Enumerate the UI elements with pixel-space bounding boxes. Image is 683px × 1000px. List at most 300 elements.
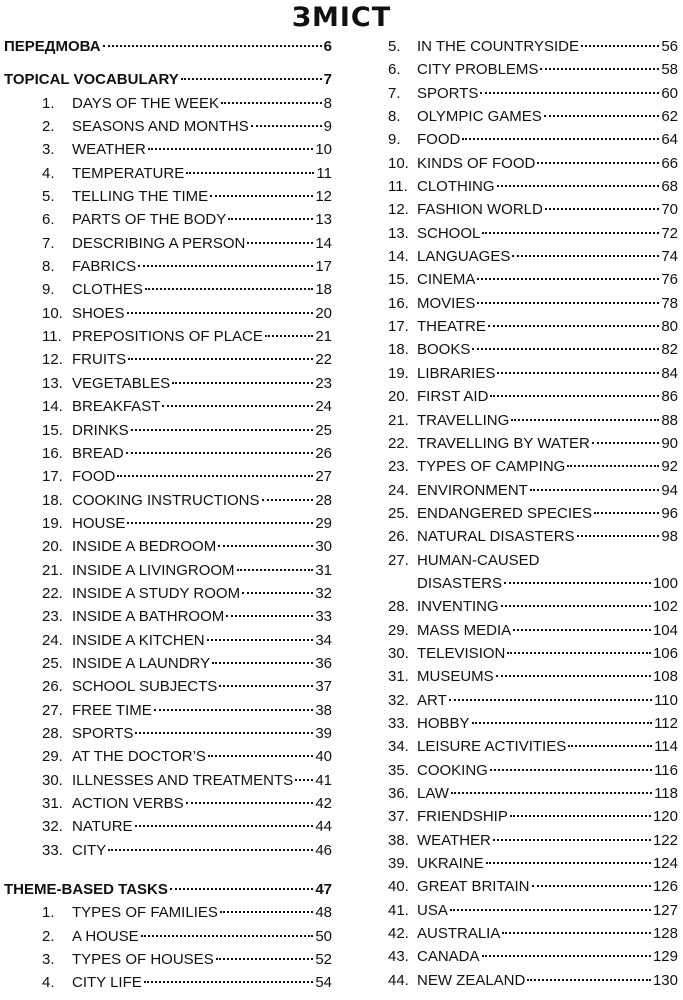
toc-label: CLOTHES <box>72 281 143 299</box>
toc-entry[interactable] <box>388 385 678 408</box>
toc-label: THEME-BASED TASKS <box>4 881 168 899</box>
toc-page: 28 <box>315 491 332 509</box>
toc-page: 72 <box>661 224 678 242</box>
toc-label: VEGETABLES <box>72 374 171 392</box>
toc-entry[interactable] <box>388 969 678 992</box>
toc-number: 40. <box>388 878 409 896</box>
toc-number: 36. <box>388 785 409 802</box>
leader-dots <box>504 582 651 584</box>
leader-dots <box>186 172 314 174</box>
toc-entry[interactable] <box>4 769 332 792</box>
toc-page: 26 <box>315 444 332 462</box>
toc-right-column <box>388 35 678 992</box>
toc-label: CANADA <box>417 948 480 966</box>
toc-label: ILLNESSES AND TREATMENTS <box>72 771 294 789</box>
toc-number: 25. <box>388 504 409 522</box>
leader-dots <box>141 935 314 937</box>
leader-dots <box>592 442 659 444</box>
toc-entry[interactable] <box>4 185 332 208</box>
toc-entry[interactable] <box>388 595 678 618</box>
toc-page: 48 <box>315 904 332 922</box>
toc-label: FRIENDSHIP <box>417 808 508 826</box>
leader-dots <box>170 888 313 890</box>
toc-label: INSIDE A LAUNDRY <box>72 654 211 672</box>
toc-page: 127 <box>652 901 678 919</box>
toc-label: SCHOOL <box>417 224 481 242</box>
leader-dots <box>242 592 313 594</box>
toc-page: 104 <box>652 621 678 639</box>
leader-dots <box>449 699 652 701</box>
toc-label: ENVIRONMENT <box>417 481 528 499</box>
toc-entry[interactable] <box>4 325 332 348</box>
toc-number: 30. <box>42 771 63 789</box>
leader-dots <box>530 489 659 491</box>
spacer <box>4 58 332 68</box>
leader-dots <box>128 358 313 360</box>
toc-entry[interactable] <box>4 302 332 325</box>
leader-dots <box>135 732 313 734</box>
toc-number: 38. <box>388 831 409 849</box>
toc-number: 28. <box>388 598 409 616</box>
toc-page: 7 <box>323 71 332 89</box>
toc-entry[interactable] <box>388 945 678 968</box>
leader-dots <box>145 288 313 290</box>
toc-entry[interactable] <box>388 875 678 898</box>
toc-entry[interactable] <box>388 502 678 525</box>
toc-entry[interactable] <box>388 665 678 688</box>
toc-entry[interactable] <box>4 395 332 418</box>
leader-dots <box>501 605 651 607</box>
toc-label: TOPICAL VOCABULARY <box>4 71 179 89</box>
toc-page: 80 <box>661 318 678 336</box>
toc-label: PREPOSITIONS OF PLACE <box>72 328 263 346</box>
toc-entry[interactable] <box>4 278 332 301</box>
toc-number: 33. <box>388 714 409 732</box>
toc-entry-theme-based-tasks[interactable] <box>4 878 332 901</box>
toc-label: TYPES OF FAMILIES <box>72 904 218 922</box>
toc-number: 26. <box>42 678 63 696</box>
toc-entry[interactable] <box>4 901 332 924</box>
toc-label: CITY PROBLEMS <box>417 61 539 79</box>
toc-left-column <box>4 35 332 995</box>
toc-entry[interactable] <box>388 409 678 432</box>
toc-label: INSIDE A STUDY ROOM <box>72 584 241 602</box>
toc-number: 7. <box>388 84 401 102</box>
toc-number: 4. <box>42 974 55 992</box>
leader-dots <box>510 815 651 817</box>
toc-page: 24 <box>315 398 332 416</box>
toc-page: 110 <box>654 691 678 709</box>
toc-label: ART <box>417 691 447 709</box>
toc-entry[interactable] <box>4 372 332 395</box>
toc-entry[interactable] <box>388 479 678 502</box>
toc-label: FREE TIME <box>72 701 152 719</box>
toc-number: 3. <box>42 951 55 969</box>
toc-entry[interactable] <box>388 829 678 852</box>
toc-entry[interactable] <box>4 465 332 488</box>
leader-dots <box>220 911 313 913</box>
toc-entry[interactable] <box>4 489 332 512</box>
toc-entry[interactable] <box>388 899 678 922</box>
toc-entry[interactable] <box>388 712 678 735</box>
toc-number: 33. <box>42 841 63 859</box>
leader-dots <box>594 512 659 514</box>
toc-page: 130 <box>652 971 678 989</box>
toc-label: AUSTRALIA <box>417 925 501 943</box>
leader-dots <box>148 148 313 150</box>
spacer <box>4 862 332 878</box>
toc-page: 11 <box>316 164 332 182</box>
toc-entry[interactable] <box>388 735 678 758</box>
toc-entry[interactable] <box>4 162 332 185</box>
toc-entry[interactable] <box>388 432 678 455</box>
toc-entry[interactable] <box>388 82 678 105</box>
theme-based-tasks-list <box>4 901 332 994</box>
toc-entry[interactable] <box>4 582 332 605</box>
toc-page: 25 <box>315 421 332 439</box>
toc-page: 17 <box>315 258 332 276</box>
toc-entry[interactable] <box>388 315 678 338</box>
toc-label: SHOES <box>72 304 125 322</box>
toc-entry[interactable] <box>4 255 332 278</box>
toc-number: 1. <box>42 94 55 112</box>
toc-entry[interactable] <box>388 922 678 945</box>
toc-entry[interactable] <box>388 198 678 221</box>
leader-dots <box>511 419 659 421</box>
leader-dots <box>544 115 660 117</box>
leader-dots <box>497 185 660 187</box>
toc-label: IN THE COUNTRYSIDE <box>417 38 579 55</box>
toc-entry[interactable] <box>4 535 332 558</box>
toc-entry[interactable] <box>388 128 678 151</box>
toc-number: 18. <box>42 491 63 509</box>
toc-label: LANGUAGES <box>417 248 511 266</box>
toc-page: 62 <box>661 108 678 126</box>
toc-page: 52 <box>315 951 332 969</box>
toc-entry[interactable] <box>388 292 678 315</box>
toc-entry[interactable] <box>4 232 332 255</box>
toc-number: 6. <box>42 211 55 229</box>
toc-entry[interactable] <box>4 815 332 838</box>
toc-label: AT THE DOCTOR’S <box>72 748 206 766</box>
toc-entry-topical-vocabulary[interactable] <box>4 68 332 91</box>
toc-label: BREAKFAST <box>72 398 161 416</box>
toc-number: 23. <box>388 458 409 476</box>
leader-dots <box>567 465 659 467</box>
toc-entry[interactable] <box>4 839 332 862</box>
leader-dots <box>138 265 313 267</box>
toc-page: 20 <box>315 304 332 322</box>
toc-entry[interactable] <box>4 699 332 722</box>
toc-page: 32 <box>315 584 332 602</box>
toc-label: MUSEUMS <box>417 668 494 686</box>
toc-label: BOOKS <box>417 341 471 359</box>
toc-page: 118 <box>654 785 678 802</box>
toc-entry[interactable] <box>4 605 332 628</box>
toc-page: 96 <box>661 504 678 522</box>
toc-page: 56 <box>661 38 678 55</box>
toc-label: COOKING <box>417 761 488 779</box>
toc-label: ENDANGERED SPECIES <box>417 504 593 522</box>
leader-dots <box>126 452 314 454</box>
toc-page: 44 <box>315 818 332 836</box>
toc-number: 28. <box>42 724 63 742</box>
toc-page: 38 <box>315 701 332 719</box>
toc-entry[interactable] <box>388 58 678 81</box>
toc-entry[interactable] <box>388 619 678 642</box>
toc-number: 19. <box>388 364 409 382</box>
leader-dots <box>117 475 313 477</box>
toc-number: 9. <box>388 131 401 149</box>
toc-entry[interactable] <box>388 152 678 175</box>
toc-number: 15. <box>42 421 63 439</box>
toc-label: UKRAINE <box>417 855 484 873</box>
toc-page: 78 <box>661 294 678 312</box>
leader-dots <box>490 395 659 397</box>
toc-entry[interactable] <box>388 362 678 385</box>
toc-entry[interactable] <box>4 925 332 948</box>
leader-dots <box>477 278 659 280</box>
toc-entry[interactable] <box>388 175 678 198</box>
toc-entry[interactable] <box>4 652 332 675</box>
toc-entry[interactable] <box>4 208 332 231</box>
theme-based-tasks-list-end <box>388 595 678 992</box>
leader-dots <box>532 885 651 887</box>
toc-number: 19. <box>42 514 63 532</box>
toc-entry[interactable] <box>388 222 678 245</box>
toc-label: TYPES OF CAMPING <box>417 458 566 476</box>
toc-page: 41 <box>315 771 332 789</box>
toc-page: 50 <box>315 927 332 945</box>
toc-page: 29 <box>315 514 332 532</box>
leader-dots <box>251 125 322 127</box>
toc-label: DRINKS <box>72 421 129 439</box>
leader-dots <box>144 981 314 983</box>
toc-label: KINDS OF FOOD <box>417 154 536 172</box>
leader-dots <box>154 709 314 711</box>
toc-label: THEATRE <box>417 318 486 336</box>
leader-dots <box>513 629 651 631</box>
toc-page: 68 <box>661 178 678 196</box>
toc-number: 20. <box>388 388 409 406</box>
toc-number: 13. <box>388 224 409 242</box>
toc-label: SPORTS <box>72 724 134 742</box>
toc-label: TRAVELLING <box>417 411 510 429</box>
toc-number: 25. <box>42 654 63 672</box>
toc-number: 5. <box>42 188 55 206</box>
toc-page: 39 <box>315 724 332 742</box>
page-title: ЗМІСТ <box>291 2 392 33</box>
toc-entry[interactable] <box>4 745 332 768</box>
toc-label: INSIDE A KITCHEN <box>72 631 205 649</box>
toc-entry[interactable] <box>4 115 332 138</box>
toc-number: 18. <box>388 341 409 359</box>
leader-dots <box>181 78 322 80</box>
toc-entry[interactable] <box>388 35 678 58</box>
leader-dots <box>462 138 659 140</box>
toc-number: 27. <box>388 551 409 569</box>
toc-number: 17. <box>42 468 63 486</box>
leader-dots <box>228 218 313 220</box>
leader-dots <box>568 745 652 747</box>
toc-label: DESCRIBING A PERSON <box>72 234 246 252</box>
leader-dots <box>103 45 322 47</box>
toc-number: 31. <box>388 668 409 686</box>
toc-page: 70 <box>661 201 678 219</box>
leader-dots <box>219 685 313 687</box>
toc-number: 35. <box>388 761 409 779</box>
toc-page: 76 <box>661 271 678 289</box>
toc-entry[interactable] <box>388 642 678 665</box>
toc-label: MASS MEDIA <box>417 621 512 639</box>
leader-dots <box>218 545 313 547</box>
toc-label: NATURE <box>72 818 133 836</box>
toc-label: PARTS OF THE BODY <box>72 211 227 229</box>
leader-dots <box>477 302 659 304</box>
leader-dots <box>472 348 659 350</box>
toc-label: SPORTS <box>417 84 479 102</box>
leader-dots <box>212 662 313 664</box>
toc-page: 6 <box>323 38 332 55</box>
toc-page: 14 <box>315 234 332 252</box>
toc-entry[interactable] <box>4 348 332 371</box>
toc-page: 60 <box>661 84 678 102</box>
toc-label: ПЕРЕДМОВА <box>4 38 101 55</box>
toc-page: 116 <box>654 761 678 779</box>
toc-entry[interactable] <box>388 455 678 478</box>
toc-entry[interactable] <box>4 559 332 582</box>
toc-number: 13. <box>42 374 63 392</box>
leader-dots <box>237 569 314 571</box>
toc-label: HOBBY <box>417 714 470 732</box>
toc-page: 92 <box>661 458 678 476</box>
toc-number: 7. <box>42 234 55 252</box>
leader-dots <box>482 955 651 957</box>
toc-entry[interactable] <box>4 675 332 698</box>
toc-entry[interactable] <box>4 419 332 442</box>
toc-label: OLYMPIC GAMES <box>417 108 542 126</box>
toc-entry[interactable] <box>388 759 678 782</box>
toc-entry[interactable] <box>388 338 678 361</box>
toc-entry[interactable] <box>388 549 678 572</box>
toc-entry[interactable] <box>4 792 332 815</box>
toc-entry[interactable] <box>4 92 332 115</box>
toc-page: 74 <box>661 248 678 266</box>
leader-dots <box>127 312 314 314</box>
toc-entry[interactable] <box>4 138 332 161</box>
leader-dots <box>210 195 313 197</box>
leader-dots <box>186 802 314 804</box>
toc-label: INSIDE A BATHROOM <box>72 608 225 626</box>
leader-dots <box>545 208 659 210</box>
toc-entry[interactable] <box>4 948 332 971</box>
toc-entry[interactable] <box>4 442 332 465</box>
toc-number: 37. <box>388 808 409 826</box>
toc-number: 31. <box>42 795 63 812</box>
leader-dots <box>537 162 659 164</box>
toc-number: 8. <box>42 258 55 276</box>
toc-entry[interactable] <box>388 245 678 268</box>
toc-number: 44. <box>388 971 409 989</box>
toc-label: FOOD <box>72 468 116 486</box>
toc-label: NEW ZEALAND <box>417 971 526 989</box>
toc-number: 22. <box>42 584 63 602</box>
toc-label: ACTION VERBS <box>72 795 184 812</box>
toc-number: 4. <box>42 164 55 182</box>
toc-number: 16. <box>388 294 409 312</box>
toc-page: 10 <box>315 141 332 159</box>
toc-page: 84 <box>661 364 678 382</box>
leader-dots <box>451 792 652 794</box>
toc-entry[interactable] <box>388 805 678 828</box>
topical-vocabulary-list <box>4 92 332 862</box>
toc-entry[interactable] <box>388 689 678 712</box>
toc-label: HUMAN-CAUSED <box>417 551 540 569</box>
toc-number: 23. <box>42 608 63 626</box>
toc-page: 9 <box>323 118 332 136</box>
toc-number: 42. <box>388 925 409 943</box>
toc-entry-continuation[interactable] <box>388 572 678 595</box>
toc-label: LAW <box>417 785 449 802</box>
toc-number: 11. <box>42 328 62 346</box>
toc-label: FASHION WORLD <box>417 201 543 219</box>
toc-label: TELLING THE TIME <box>72 188 209 206</box>
toc-entry[interactable] <box>4 629 332 652</box>
toc-entry[interactable] <box>4 971 332 994</box>
toc-page: 30 <box>315 538 332 556</box>
toc-number: 8. <box>388 108 401 126</box>
leader-dots <box>208 755 313 757</box>
leader-dots <box>450 909 651 911</box>
toc-number: 5. <box>388 38 401 55</box>
toc-number: 26. <box>388 528 409 546</box>
toc-number: 43. <box>388 948 409 966</box>
toc-number: 24. <box>42 631 63 649</box>
toc-label: INSIDE A BEDROOM <box>72 538 217 556</box>
toc-number: 11. <box>388 178 408 196</box>
toc-label: SCHOOL SUBJECTS <box>72 678 218 696</box>
toc-number: 9. <box>42 281 55 299</box>
leader-dots <box>247 242 313 244</box>
toc-label: SEASONS AND MONTHS <box>72 118 249 136</box>
toc-page: 88 <box>661 411 678 429</box>
toc-page: 8 <box>323 94 332 112</box>
toc-entry[interactable] <box>388 852 678 875</box>
toc-entry[interactable] <box>4 512 332 535</box>
leader-dots <box>512 255 659 257</box>
toc-page: 33 <box>315 608 332 626</box>
toc-page: 46 <box>315 841 332 859</box>
toc-entry[interactable] <box>388 268 678 291</box>
toc-number: 27. <box>42 701 63 719</box>
toc-page: 27 <box>315 468 332 486</box>
toc-entry-preface[interactable] <box>4 35 332 58</box>
toc-number: 14. <box>388 248 409 266</box>
leader-dots <box>135 825 314 827</box>
toc-page: 120 <box>652 808 678 826</box>
toc-entry[interactable] <box>388 525 678 548</box>
toc-entry[interactable] <box>388 782 678 805</box>
toc-page: 126 <box>652 878 678 896</box>
toc-entry[interactable] <box>4 722 332 745</box>
toc-entry[interactable] <box>388 105 678 128</box>
leader-dots <box>265 335 313 337</box>
toc-label: HOUSE <box>72 514 126 532</box>
toc-page: 106 <box>652 644 678 662</box>
toc-number: 39. <box>388 855 409 873</box>
leader-dots <box>262 499 314 501</box>
leader-dots <box>207 639 314 641</box>
